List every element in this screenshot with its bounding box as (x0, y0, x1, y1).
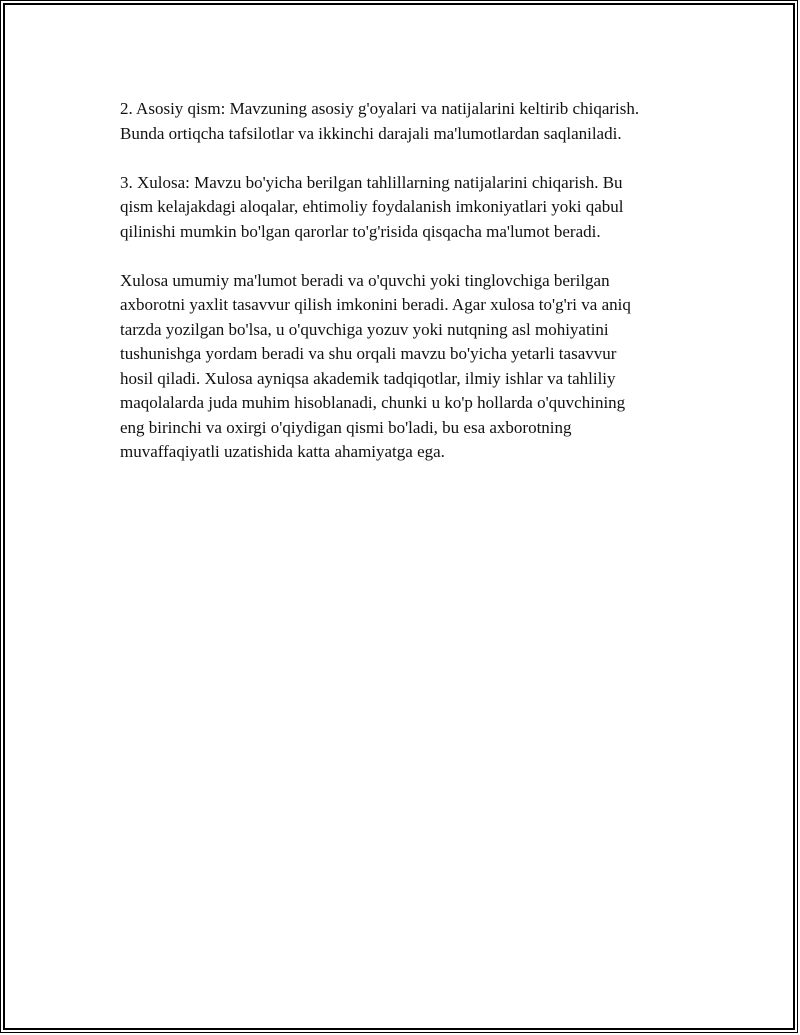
document-page (3, 3, 795, 1030)
paragraph-conclusion-summary: Xulosa umumiy ma'lumot beradi va o'quvchi yoki tinglovchiga berilgan axborotni yaxlit tasavvur qilish imkonini beradi. Agar xulosa to'g'ri va aniq tarzda yozilgan bo'lsa, u o'quvchiga yozuv yoki nutqning asl mohiyatini tushunishga yordam beradi va shu orqali mavzu bo'yicha yetarli tasavvur hosil qiladi. Xulosa ayniqsa akademik tadqiqotlar, ilmiy ishlar va tahliliy maqolalarda juda muhim hisoblanadi, chunki u ko'p hollarda o'quvchining eng birinchi va oxirgi o'qiydigan qismi bo'ladi, bu esa axborotning muvaffaqiyatli uzatishida katta ahamiyatga ega. (120, 270, 631, 461)
document-body (120, 97, 700, 489)
paragraph-conclusion-part: 3. Xulosa: Mavzu bo'yicha berilgan tahlillarning natijalarini chiqarish. Bu qism kelajakdagi aloqalar, ehtimoliy foydalanish imkoniyatlari yoki qabul qilinishi mumkin bo'lgan qarorlar to'g'risida qisqacha ma'lumot beradi. (120, 172, 624, 241)
paragraph-main-part: 2. Asosiy qism: Mavzuning asosiy g'oyalari va natijalarini keltirib chiqarish. Bunda ortiqcha tafsilotlar va ikkinchi darajali ma'lumotlardan saqlaniladi. (120, 99, 640, 143)
